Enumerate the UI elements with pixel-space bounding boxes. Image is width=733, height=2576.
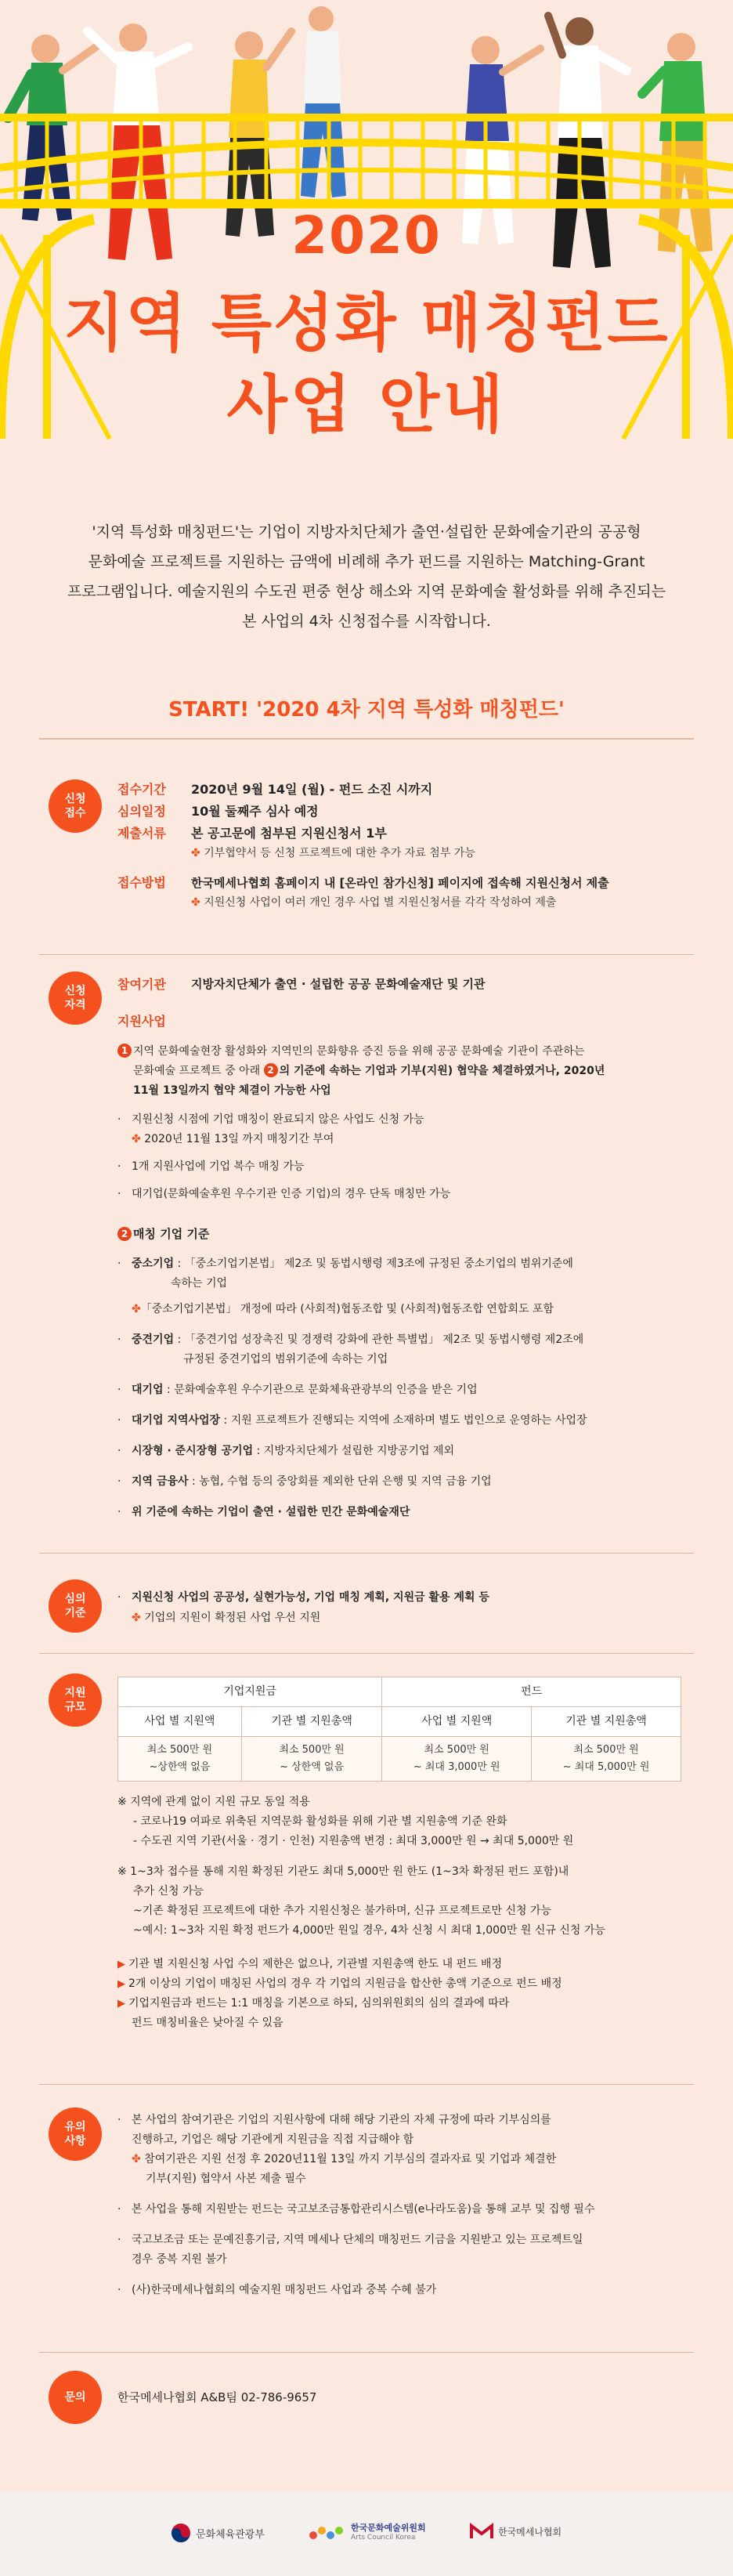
table-header: 사업 별 지원액 [382,1707,532,1737]
plus-icon: ✤ [132,1612,141,1624]
hero-title-line2: 사업 안내 [226,368,507,441]
mecenat-logo-icon [470,2523,493,2540]
number-2-icon: 2 [117,1227,132,1241]
intro-line: 본 사업의 4차 신청접수를 시작합니다. [242,613,491,630]
hero-banner [0,0,733,494]
plus-icon: ✤ [132,1303,141,1315]
project-sub-list: · 지원신청 시점에 기업 매칭이 완료되지 않은 사업도 신청 가능 ✤ 2020년 11월 13일 까지 매칭기간 부여 · 1개 지원사업에 기업 복수 매칭 가능 · 대기업(문화예술후원 우수기관 인증 기업)의 경우 단독 매칭만 가능 [117,1113,451,1200]
table-header: 사업 별 지원액 [118,1707,242,1737]
triangle-icon: ▶ [117,1959,125,1970]
apply-row-review: 심의일정 10월 둘째주 심사 예정 [117,804,319,819]
triangle-icon: ▶ [117,1998,125,2010]
section-badge-review: 심의 기준 [49,1579,102,1633]
section-badge-apply: 신청 접수 [49,780,102,833]
contact-info: 한국메세나협회 A&B팀 02-786-9657 [117,2390,317,2404]
plus-icon: ✤ [191,896,200,909]
section-eligibility [117,975,697,1522]
section-badge-eligibility: 신청 자격 [49,971,102,1025]
divider [39,738,694,740]
scale-notes: ※ 지역에 관계 없이 지원 규모 동일 적용 - 코로나19 여파로 위축된 지역문화 활성화를 위해 기관 별 지원총액 기준 완화 - 수도권 지역 기관(서울 · 경기 · 인천) 지원총액 변경 : 최대 3,000만 원 → 최대 5,000만 원 ※ 1~3차 접수를 통해 지원 확정된 기관도 최대 5,000만 원 한도 (1~3차 확정된 펀드 포함)내 추가 신청 가능 ~기존 확정된 프로젝트에 대한 추가 지원신청은 불가하며, 신규 프로젝트로만 신청 가능 ~예시: 1~3차 지원 확정 펀드가 4,000만 원일 경우, 4차 신청 시 최대 1,000만 원 신규 신청 가능 [117,1796,605,1937]
dots-logo-icon [309,2524,346,2542]
criterion-item: · 대기업 지역사업장 : 지원 프로젝트가 진행되는 지역에 소재하며 별도 법인으로 운영하는 사업장 [117,1414,587,1427]
criterion-item: · 중소기업 : 「중소기업기본법」 제2조 및 동법시행령 제3조에 규정된 중소기업의 범위기준에 속하는 기업 ✤「중소기업기본법」 개정에 따라 (사회적)협동조합 및 (사회적)협동조합 연합회도 포함 [117,1257,573,1315]
divider [39,2352,694,2353]
scale-bullets: ▶ 기관 별 지원신청 사업 수의 제한은 없으나, 기관별 지원총액 한도 내 펀드 배정 ▶ 2개 이상의 기업이 매칭된 사업의 경우 각 기업의 지원금을 합산한 총액 기준으로 펀드 배정 ▶ 기업지원금과 펀드는 1:1 매칭을 기본으로 하되, 심의위원회의 심의 결과에 따라 펀드 매칭비율은 낮아질 수 있음 [117,1958,562,2029]
start-banner: START! '2020 4차 지역 특성화 매칭펀드' [168,698,565,722]
divider [39,2084,694,2085]
triangle-icon: ▶ [117,1978,125,1990]
plus-icon: ✤ [191,847,200,859]
logo-mecenat: 한국메세나협회 [470,2523,561,2540]
intro-line: '지역 특성화 매칭펀드'는 기업이 지방자치단체가 출연·설립한 문화예술기관의 공공형 [92,523,641,541]
hero-year: 2020 [291,205,442,266]
section-badge-caution: 유의 사항 [49,2107,102,2161]
criteria-list [117,1254,697,1522]
apply-row-docs: 제출서류 본 공고문에 첨부된 지원신청서 1부 ✤ 기부협약서 등 신청 프로젝트에 대한 추가 자료 첨부 가능 [117,826,475,859]
table-cell: 최소 500만 원 ~ 상한액 없음 [241,1737,381,1782]
footer [0,2491,733,2576]
section-scale [117,1677,697,2033]
taegeuk-icon [171,2523,191,2543]
project-criterion-1: 1 지역 문화예술현장 활성화와 지역민의 문화향유 증진 등을 위해 공공 문화예술 기관이 주관하는 문화예술 프로젝트 중 아래 2 의 기준에 속하는 기업과 기부(지원) 협약을 체결하였거나, 2020년 11월 13일까지 협약 체결이 가능한 사업 [117,1042,697,1101]
logo-arts-council: 한국문화예술위원회 Arts Council Korea [309,2523,426,2543]
divider [39,1653,694,1654]
logo-ministry: 문화체육관광부 [171,2523,265,2543]
criterion-item: · 중견기업 : 「중견기업 성장촉진 및 경쟁력 강화에 관한 특별법」 제2조 및 동법시행령 제2조에 규정된 중견기업의 범위기준에 속하는 기업 [117,1333,584,1366]
table-row [118,1737,681,1782]
matching-criteria-title: 2 매칭 기업 기준 [117,1225,697,1245]
section-caution: · 본 사업의 참여기관은 기업의 지원사항에 대해 해당 기관의 자체 규정에 따라 기부심의를 진행하고, 기업은 해당 기관에게 지원금을 직접 지급해야 함 ✤ 참여기관은 지원 선정 후 2020년11월 13일 까지 기부심의 결과자료 및 기업과 체결한 기부(지원) 협약서 사본 제출 필수 · 본 사업을 통해 지원받는 펀드는 국고보조금통합관리시스템(e나라도움)을 통해 교부 및 집행 필수 · 국고보조금 또는 문예진흥기금, 지역 메세나 단체의 매칭펀드 기금을 지원받고 있는 프로젝트일 경우 중복 지원 불가 · (사)한국메세나협회의 예술지원 매칭펀드 사업과 중복 수혜 불가 [117,2114,595,2296]
eligibility-org: 참여기관 지방자치단체가 출연 · 설립한 공공 문화예술재단 및 기관 [117,977,486,992]
section-review: · 지원신청 사업의 공공성, 실현가능성, 기업 매칭 계획, 지원금 활용 계획 등 ✤ 기업의 지원이 확정된 사업 우선 지원 [117,1591,489,1624]
criterion-item: · 지역 금융사 : 농협, 수협 등의 중앙회를 제외한 단위 은행 및 지역 금융 기업 [117,1475,492,1488]
table-cell: 최소 500만 원 ~상한액 없음 [118,1737,242,1782]
number-1-icon: 1 [117,1044,132,1058]
table-header: 기관 별 지원총액 [532,1707,681,1737]
intro-paragraph [47,517,686,636]
table-cell: 최소 500만 원 ~ 최대 5,000만 원 [532,1737,681,1782]
number-2-icon: 2 [264,1063,278,1077]
intro-line: 프로그램입니다. 예술지원의 수도권 편중 현상 해소와 지역 문화예술 활성화를 위해 추진되는 [67,583,666,600]
intro-line: 문화예술 프로젝트를 지원하는 금액에 비례해 추가 펀드를 지원하는 Matching-Grant [88,553,645,570]
divider [39,954,694,955]
project-label: 지원사업 [117,1014,166,1029]
plus-icon: ✤ [132,1133,141,1145]
apply-row-method: 접수방법 한국메세나협회 홈페이지 내 [온라인 참가신청] 페이지에 접속해 지원신청서 제출 ✤ 지원신청 사업이 여러 개인 경우 사업 별 지원신청서를 각각 작성하여 제출 [117,875,609,909]
divider [39,1553,694,1554]
table-header: 기관 별 지원총액 [241,1707,381,1737]
table-group-header: 펀드 [382,1677,681,1707]
criterion-item: · 대기업 : 문화예술후원 우수기관으로 문화체육관광부의 인증을 받은 기업 [117,1384,478,1396]
section-badge-scale: 지원 규모 [49,1673,102,1727]
section-apply [117,780,697,914]
plus-icon: ✤ [132,2153,141,2165]
table-group-header: 기업지원금 [118,1677,382,1707]
apply-row-period: 접수기간 2020년 9월 14일 (월) - 펀드 소진 시까지 [117,782,433,797]
hero-title-line1: 지역 특성화 매칭펀드 [63,287,670,360]
section-badge-contact: 문의 [49,2371,102,2424]
funding-table [117,1677,681,1782]
criterion-item: · 위 기준에 속하는 기업이 출연 · 설립한 민간 문화예술재단 [117,1506,410,1518]
criterion-item: · 시장형 · 준시장형 공기업 : 지방자치단체가 설립한 지방공기업 제외 [117,1445,455,1457]
table-cell: 최소 500만 원 ~ 최대 3,000만 원 [382,1737,532,1782]
